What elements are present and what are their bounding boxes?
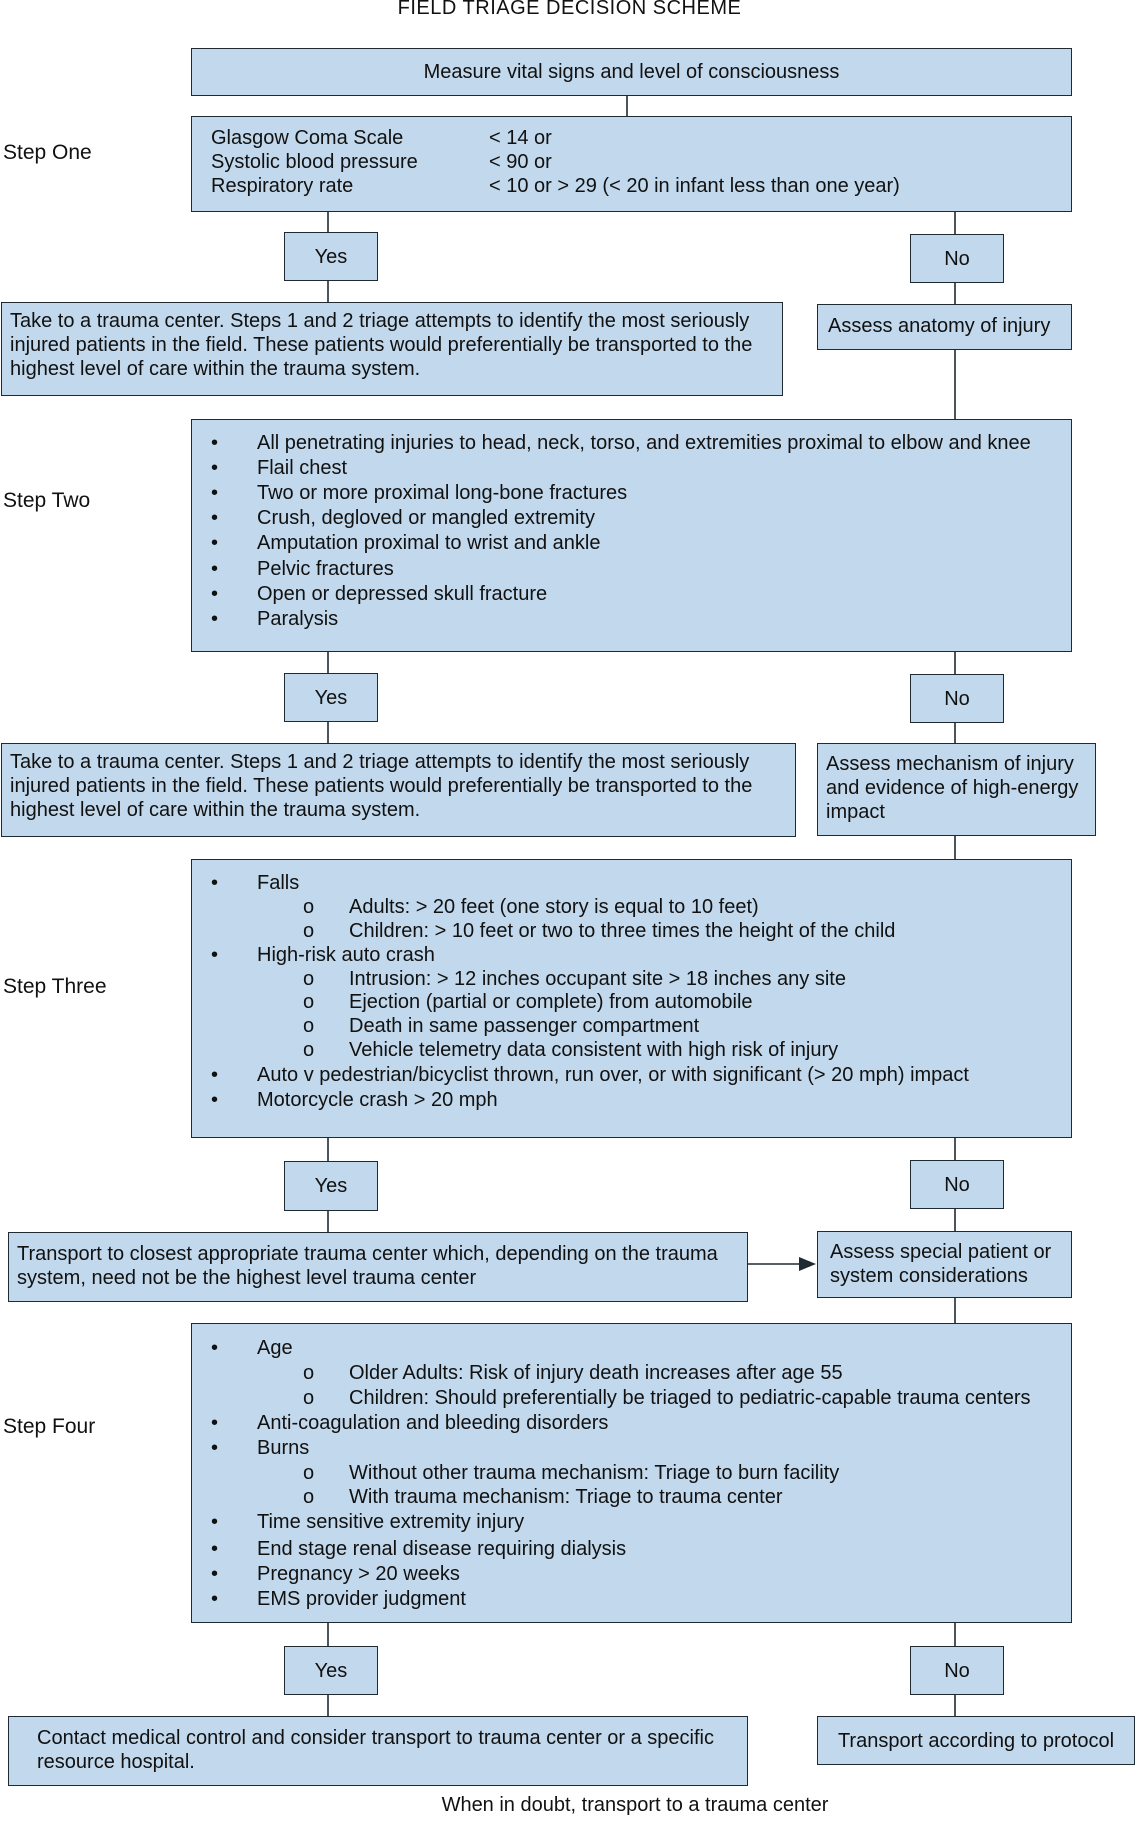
no-box-3	[910, 1160, 1004, 1209]
step-three-label: Step Three	[3, 975, 107, 998]
criterion-intrusion: Intrusion: > 12 inches occupant site > 18 inches any site	[349, 968, 846, 990]
no-box-1	[910, 234, 1004, 283]
criterion-ems-judgment: EMS provider judgment	[257, 1588, 466, 1610]
no-label-2: No	[944, 687, 970, 710]
bullet: •	[211, 583, 219, 605]
yes-box-2	[284, 673, 378, 722]
contact-medical-control-text: Contact medical control and consider transport to trauma center or a specific resource hospital.	[37, 1727, 714, 1773]
assess-mechanism-box	[817, 743, 1096, 836]
criterion-burns: Burns	[257, 1437, 310, 1459]
bullet: •	[211, 1064, 219, 1086]
criterion-pedestrian: Auto v pedestrian/bicyclist thrown, run over, or with significant (> 20 mph) impact	[257, 1064, 969, 1086]
bullet: •	[211, 1511, 219, 1533]
bullet: •	[211, 872, 219, 894]
bullet: •	[211, 1337, 219, 1359]
rr-value: < 10 or > 29 (< 20 in infant less than one year)	[489, 175, 900, 197]
step-four-label: Step Four	[3, 1415, 96, 1438]
criterion-renal: End stage renal disease requiring dialysis	[257, 1538, 627, 1560]
step-two-criteria-box	[191, 419, 1072, 652]
yes-label-2: Yes	[314, 686, 348, 709]
bullet: •	[211, 482, 219, 504]
criterion-penetrating: All penetrating injuries to head, neck, torso, and extremities proximal to elbow and knee	[257, 432, 1031, 454]
criterion-crush: Crush, degloved or mangled extremity	[257, 507, 595, 529]
bullet: •	[211, 1538, 219, 1560]
criterion-falls-children: Children: > 10 feet or two to three times the height of the child	[349, 920, 896, 942]
take-trauma-center-text-1: Take to a trauma center. Steps 1 and 2 triage attempts to identify the most seriously injured patients in the field. These patients would preferentially be transported to the highest level of care within the trauma system.	[10, 310, 753, 380]
rr-label: Respiratory rate	[211, 175, 354, 197]
criterion-skull: Open or depressed skull fracture	[257, 583, 548, 605]
diagram-title: FIELD TRIAGE DECISION SCHEME	[397, 0, 742, 19]
criterion-amputation: Amputation proximal to wrist and ankle	[257, 532, 601, 554]
criterion-falls-adults: Adults: > 20 feet (one story is equal to 10 feet)	[349, 896, 759, 918]
assess-special-box	[817, 1231, 1072, 1298]
yes-label-4: Yes	[314, 1659, 348, 1682]
sub-bullet: o	[303, 1362, 315, 1384]
bullet: •	[211, 1089, 219, 1111]
assess-mechanism-text: Assess mechanism of injury and evidence of high-energy impact	[826, 753, 1079, 823]
yes-box-4	[284, 1646, 378, 1695]
step-one-label: Step One	[3, 141, 92, 164]
criterion-auto-crash: High-risk auto crash	[257, 944, 435, 966]
sub-bullet: o	[303, 920, 315, 942]
criterion-pelvic: Pelvic fractures	[257, 558, 394, 580]
gcs-value: < 14 or	[489, 127, 552, 149]
criterion-falls: Falls	[257, 872, 300, 894]
bullet: •	[211, 1437, 219, 1459]
criterion-anticoagulation: Anti-coagulation and bleeding disorders	[257, 1412, 609, 1434]
sbp-value: < 90 or	[489, 151, 552, 173]
step-two-label: Step Two	[3, 489, 91, 512]
take-trauma-center-box-1	[1, 302, 783, 396]
assess-special-text: Assess special patient or system considerations	[830, 1241, 1052, 1287]
bullet: •	[211, 558, 219, 580]
sub-bullet: o	[303, 968, 315, 990]
no-label-4: No	[944, 1659, 970, 1682]
transport-protocol-box	[817, 1716, 1135, 1765]
transport-closest-text: Transport to closest appropriate trauma center which, depending on the trauma system, need not be the highest level trauma center	[17, 1243, 718, 1289]
criterion-pregnancy: Pregnancy > 20 weeks	[257, 1563, 460, 1585]
criterion-long-bone: Two or more proximal long-bone fractures	[257, 482, 628, 504]
bullet: •	[211, 457, 219, 479]
sub-bullet: o	[303, 1387, 315, 1409]
bullet: •	[211, 1588, 219, 1610]
sub-bullet: o	[303, 1039, 315, 1061]
bullet: •	[211, 608, 219, 630]
criterion-death-compartment: Death in same passenger compartment	[349, 1015, 700, 1037]
step-four-criteria-box	[191, 1323, 1072, 1623]
assess-anatomy-text: Assess anatomy of injury	[828, 315, 1051, 337]
bullet: •	[211, 1412, 219, 1434]
criterion-ejection: Ejection (partial or complete) from automobile	[349, 991, 753, 1013]
bullet: •	[211, 432, 219, 454]
criterion-children: Children: Should preferentially be triaged to pediatric-capable trauma centers	[349, 1387, 1031, 1409]
no-label-1: No	[944, 247, 970, 270]
measure-vitals-text: Measure vital signs and level of consciousness	[423, 61, 840, 83]
no-box-2	[910, 674, 1004, 723]
step-one-criteria-box	[191, 116, 1072, 212]
contact-medical-control-box	[8, 1716, 748, 1786]
criterion-age: Age	[257, 1337, 293, 1359]
criterion-motorcycle: Motorcycle crash > 20 mph	[257, 1089, 498, 1111]
bullet: •	[211, 1563, 219, 1585]
no-label-3: No	[944, 1173, 970, 1196]
no-box-4	[910, 1646, 1004, 1695]
measure-vitals-box	[191, 48, 1072, 96]
sub-bullet: o	[303, 896, 315, 918]
transport-closest-box	[8, 1232, 748, 1302]
sbp-label: Systolic blood pressure	[211, 151, 418, 173]
bullet: •	[211, 944, 219, 966]
transport-protocol-text: Transport according to protocol	[837, 1729, 1115, 1752]
criterion-time-sensitive: Time sensitive extremity injury	[257, 1511, 525, 1533]
sub-bullet: o	[303, 1486, 315, 1508]
yes-label-3: Yes	[314, 1175, 348, 1197]
yes-label-1: Yes	[314, 245, 348, 268]
yes-box-3	[284, 1161, 378, 1211]
criterion-telemetry: Vehicle telemetry data consistent with high risk of injury	[349, 1039, 839, 1061]
criterion-burns-without: Without other trauma mechanism: Triage to burn facility	[349, 1462, 840, 1484]
gcs-label: Glasgow Coma Scale	[211, 127, 404, 149]
criterion-older-adults: Older Adults: Risk of injury death increases after age 55	[349, 1362, 843, 1384]
yes-box-1	[284, 232, 378, 281]
bullet: •	[211, 507, 219, 529]
step-three-criteria-box	[191, 859, 1072, 1138]
assess-anatomy-box	[817, 304, 1072, 350]
criterion-flail-chest: Flail chest	[257, 457, 348, 479]
bullet: •	[211, 532, 219, 554]
take-trauma-center-text-2: Take to a trauma center. Steps 1 and 2 triage attempts to identify the most seriously injured patients in the field. These patients would preferentially be transported to the highest level of care within the trauma system.	[10, 751, 753, 821]
sub-bullet: o	[303, 1462, 315, 1484]
take-trauma-center-box-2	[1, 743, 796, 837]
sub-bullet: o	[303, 991, 315, 1013]
criterion-burns-with: With trauma mechanism: Triage to trauma center	[349, 1486, 783, 1508]
footer-note: When in doubt, transport to a trauma center	[441, 1794, 829, 1816]
criterion-paralysis: Paralysis	[257, 608, 339, 630]
sub-bullet: o	[303, 1015, 315, 1037]
